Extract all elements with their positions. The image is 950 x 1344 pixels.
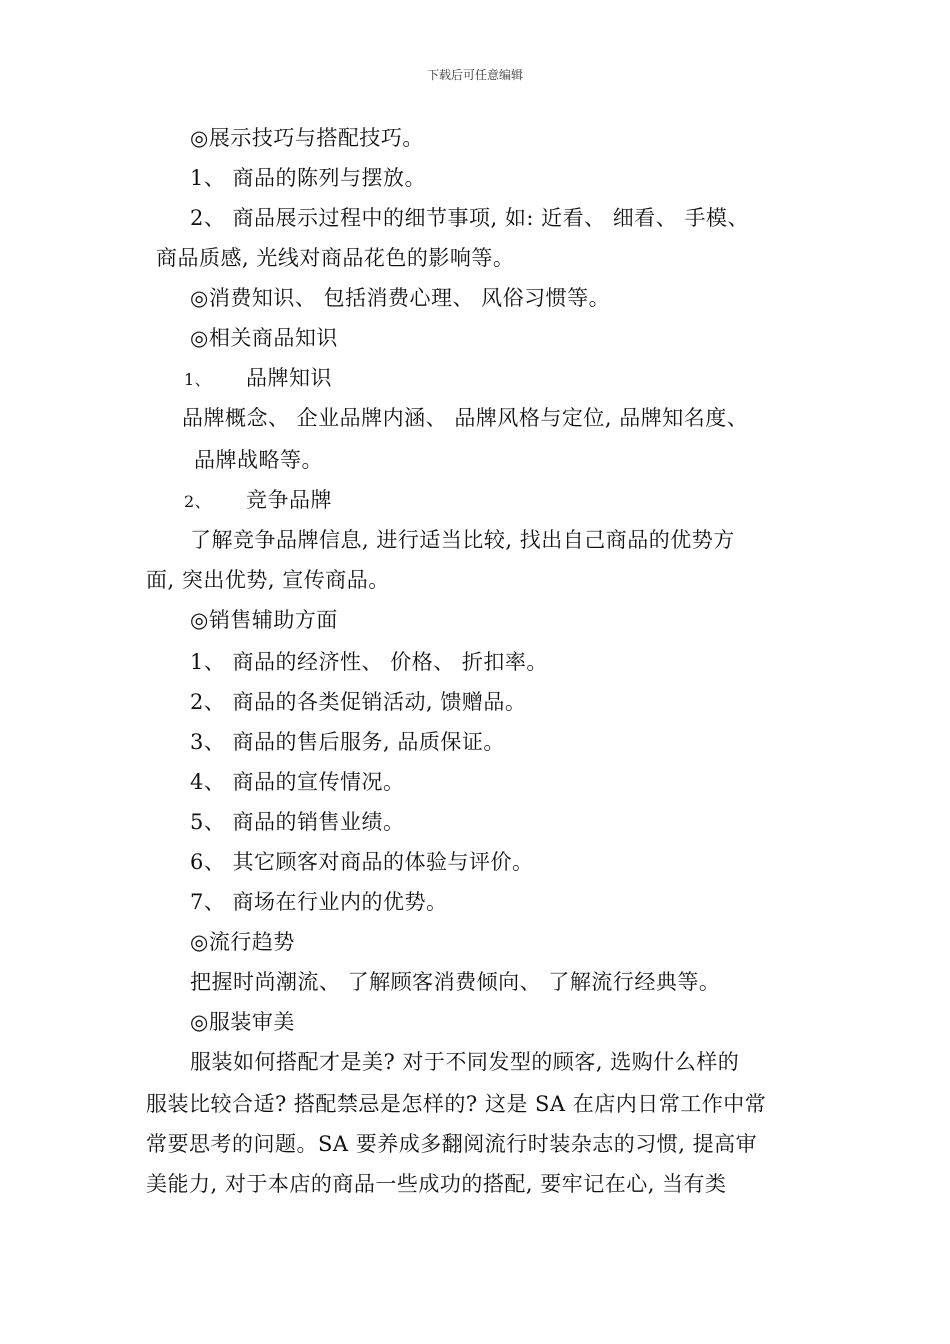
paragraph-line: 品牌概念、 企业品牌内涵、 品牌风格与定位, 品牌知名度、 [182, 406, 749, 430]
section-heading-sales: ◎销售辅助方面 [190, 608, 338, 632]
subheading-competition: 竞争品牌 [246, 488, 332, 512]
list-number: 2、 [184, 492, 212, 511]
section-heading-trends: ◎流行趋势 [190, 930, 295, 954]
list-item: 2、 商品展示过程中的细节事项, 如: 近看、 细看、 手模、 [190, 206, 749, 230]
subheading-brand: 品牌知识 [246, 366, 332, 390]
paragraph-line: 常要思考的问题。SA 要养成多翻阅流行时装杂志的习惯, 提高审 [146, 1132, 758, 1156]
section-heading-consumer: ◎消费知识、 包括消费心理、 风俗习惯等。 [190, 286, 611, 310]
list-item: 1、 商品的陈列与摆放。 [190, 166, 427, 190]
list-item: 7、 商场在行业内的优势。 [190, 890, 448, 914]
page-header: 下载后可任意编辑 [426, 68, 523, 82]
paragraph-line: 把握时尚潮流、 了解顾客消费倾向、 了解流行经典等。 [190, 970, 721, 994]
section-heading-aesthetics: ◎服装审美 [190, 1010, 295, 1034]
paragraph-line: 品牌战略等。 [194, 448, 323, 472]
list-item: 1、 商品的经济性、 价格、 折扣率。 [190, 650, 548, 674]
section-heading-display: ◎展示技巧与搭配技巧。 [190, 126, 424, 150]
list-item: 4、 商品的宣传情况。 [190, 770, 405, 794]
paragraph-line: 商品质感, 光线对商品花色的影响等。 [156, 246, 515, 270]
paragraph-line: 美能力, 对于本店的商品一些成功的搭配, 要牢记在心, 当有类 [146, 1172, 727, 1196]
list-item: 5、 商品的销售业绩。 [190, 810, 405, 834]
section-heading-product: ◎相关商品知识 [190, 326, 338, 350]
list-item: 3、 商品的售后服务, 品质保证。 [190, 730, 505, 754]
list-number: 1、 [184, 370, 212, 389]
paragraph-line: 服装如何搭配才是美? 对于不同发型的顾客, 选购什么样的 [190, 1050, 740, 1074]
list-item: 6、 其它顾客对商品的体验与评价。 [190, 850, 534, 874]
paragraph-line: 了解竞争品牌信息, 进行适当比较, 找出自己商品的优势方 [190, 528, 735, 552]
list-item: 2、 商品的各类促销活动, 馈赠品。 [190, 690, 527, 714]
paragraph-line: 面, 突出优势, 宣传商品。 [146, 568, 390, 592]
paragraph-line: 服装比较合适? 搭配禁忌是怎样的? 这是 SA 在店内日常工作中常 [146, 1092, 767, 1116]
